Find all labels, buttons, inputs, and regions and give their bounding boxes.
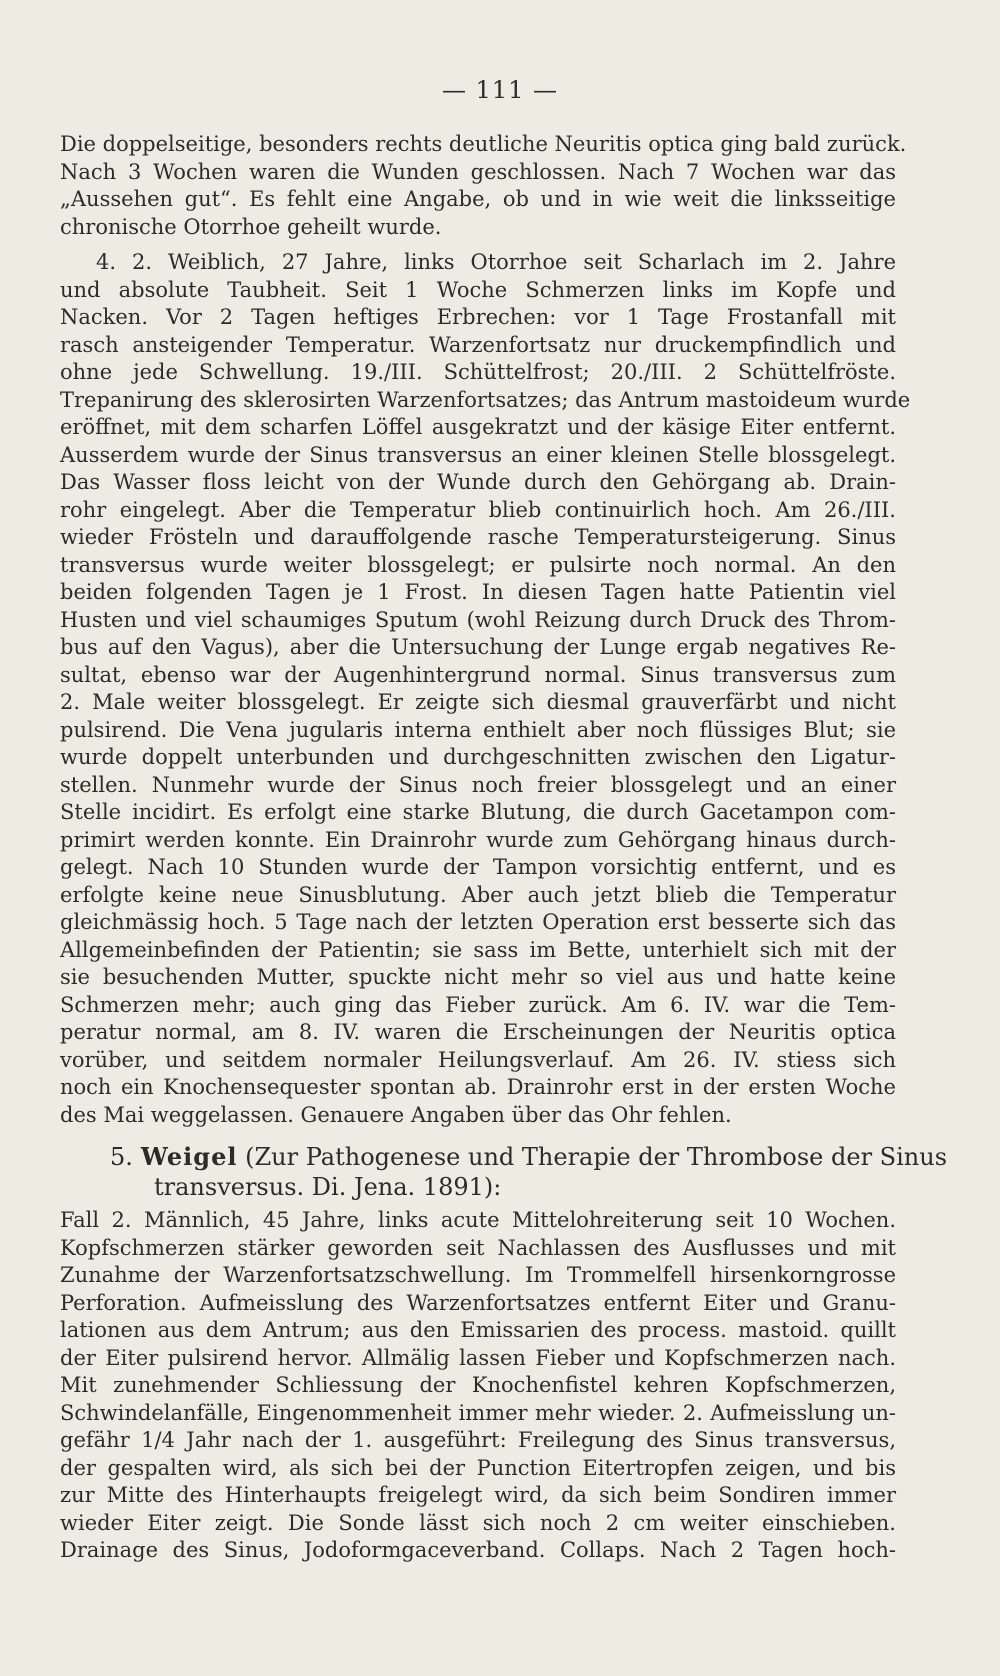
text-line: Zunahme der Warzenfortsatzschwellung. Im Trommelfell hirsenkorngrosse [60, 1263, 896, 1287]
section-author: Weigel [140, 1142, 238, 1171]
page-number: — 111 — [441, 76, 559, 104]
section-title-part-1: (Zur Pathogenese und Therapie der Thrombose der Sinus [245, 1143, 948, 1171]
text-line: Fall 2. Männlich, 45 Jahre, links acute Mittelohreiterung seit 10 Wochen. [60, 1208, 896, 1232]
text-line: Schmerzen mehr; auch ging das Fieber zurück. Am 6. IV. war die Tem- [60, 992, 896, 1017]
text-line: wieder Eiter zeigt. Die Sonde lässt sich noch 2 cm weiter einschieben. [60, 1510, 896, 1535]
text-line: des Mai weggelassen. Genauere Angaben über das Ohr fehlen. [60, 1102, 732, 1127]
text-line: lationen aus dem Antrum; aus den Emissarien des process. mastoid. quillt [60, 1318, 896, 1342]
text-line: Drainage des Sinus, Jodoformgaceverband. Collaps. Nach 2 Tagen hoch- [60, 1538, 896, 1562]
body-text-case-2 [60, 1207, 896, 1565]
text-line: Perforation. Aufmeisslung des Warzenfortsatzes entfernt Eiter und Granu- [60, 1290, 896, 1315]
section-number: 5. [110, 1143, 133, 1171]
text-line: Trepanirung des sklerosirten Warzenfortsatzes; das Antrum mastoideum wurde [60, 387, 911, 412]
text-line: zur Mitte des Hinterhaupts freigelegt wird, da sich beim Sondiren immer [60, 1483, 896, 1507]
text-line: Stelle incidirt. Es erfolgt eine starke Blutung, die durch Gacetampon com- [60, 800, 896, 824]
text-line: beiden folgenden Tagen je 1 Frost. In diesen Tagen hatte Patientin viel [60, 580, 896, 604]
paragraph-case-4 [60, 249, 911, 1129]
text-line: chronische Otorrhoe geheilt wurde. [60, 214, 442, 239]
section-heading-line-1 [110, 1142, 948, 1172]
text-line: wurde doppelt unterbunden und durchgeschnitten zwischen den Ligatur- [60, 745, 896, 769]
text-line: wieder Frösteln und darauffolgende rasche Temperatursteigerung. Sinus [60, 525, 896, 549]
text-line: 2. Male weiter blossgelegt. Er zeigte sich diesmal grauverfärbt und nicht [60, 690, 896, 714]
paragraph-continuation [60, 131, 907, 241]
text-line: Mit zunehmender Schliessung der Knochenfistel kehren Kopfschmerzen, [60, 1373, 896, 1397]
text-line: gefähr 1/4 Jahr nach der 1. ausgeführt: Freilegung des Sinus transversus, [60, 1428, 896, 1452]
text-line: Nach 3 Wochen waren die Wunden geschlossen. Nach 7 Wochen war das [60, 159, 896, 184]
text-line: primirt werden konnte. Ein Drainrohr wurde zum Gehörgang hinaus durch- [60, 827, 896, 852]
section-heading [110, 1142, 948, 1202]
text-line: bus auf den Vagus), aber die Untersuchung der Lunge ergab negatives Re- [60, 635, 896, 659]
text-line: der gespalten wird, als sich bei der Punction Eitertropfen zeigen, und bis [60, 1455, 896, 1480]
text-line: rohr eingelegt. Aber die Temperatur blieb continuirlich hoch. Am 26./III. [60, 497, 896, 522]
section-title-part-2: transversus. Di. Jena. 1891): [154, 1173, 502, 1201]
text-line: Die doppelseitige, besonders rechts deutliche Neuritis optica ging bald zurück. [60, 132, 907, 156]
text-line: transversus wurde weiter blossgelegt; er pulsirte noch normal. An den [60, 552, 896, 577]
text-line: vorüber, und seitdem normaler Heilungsverlauf. Am 26. IV. stiess sich [60, 1047, 896, 1072]
text-line: Das Wasser floss leicht von der Wunde durch den Gehörgang ab. Drain- [60, 470, 896, 494]
text-line: und absolute Taubheit. Seit 1 Woche Schmerzen links im Kopfe und [60, 277, 896, 302]
text-line: sie besuchenden Mutter, spuckte nicht mehr so viel aus und hatte keine [60, 965, 896, 989]
text-line: der Eiter pulsirend hervor. Allmälig lassen Fieber und Kopfschmerzen nach. [60, 1345, 896, 1370]
body-text-top [60, 131, 911, 1129]
text-line: eröffnet, mit dem scharfen Löffel ausgekratzt und der käsige Eiter entfernt. [60, 415, 896, 439]
text-line: „Aussehen gut“. Es fehlt eine Angabe, ob und in wie weit die linksseitige [60, 187, 896, 211]
text-line: gleichmässig hoch. 5 Tage nach der letzten Operation erst besserte sich das [60, 910, 896, 934]
text-line: sultat, ebenso war der Augenhintergrund normal. Sinus transversus zum [60, 662, 896, 687]
text-line: gelegt. Nach 10 Stunden wurde der Tampon vorsichtig entfernt, und es [60, 855, 896, 879]
text-line: Kopfschmerzen stärker geworden seit Nachlassen des Ausflusses und mit [60, 1235, 896, 1260]
text-line: ohne jede Schwellung. 19./III. Schüttelfrost; 20./III. 2 Schüttelfröste. [60, 360, 896, 384]
text-line: erfolgte keine neue Sinusblutung. Aber auch jetzt blieb die Temperatur [60, 882, 896, 907]
text-line: peratur normal, am 8. IV. waren die Erscheinungen der Neuritis optica [60, 1020, 896, 1044]
text-line: 4. 2. Weiblich, 27 Jahre, links Otorrhoe seit Scharlach im 2. Jahre [96, 250, 896, 274]
text-line: Schwindelanfälle, Eingenommenheit immer mehr wieder. 2. Aufmeisslung un- [60, 1400, 896, 1425]
text-line: pulsirend. Die Vena jugularis interna enthielt aber noch flüssiges Blut; sie [60, 717, 896, 742]
text-line: Allgemeinbefinden der Patientin; sie sass im Bette, unterhielt sich mit der [60, 937, 896, 962]
text-line: stellen. Nunmehr wurde der Sinus noch freier blossgelegt und an einer [60, 772, 896, 797]
text-line: Ausserdem wurde der Sinus transversus an einer kleinen Stelle blossgelegt. [60, 442, 896, 467]
text-line: Nacken. Vor 2 Tagen heftiges Erbrechen: vor 1 Tage Frostanfall mit [60, 305, 896, 329]
text-line: Husten und viel schaumiges Sputum (wohl Reizung durch Druck des Throm- [60, 607, 896, 632]
text-line: rasch ansteigender Temperatur. Warzenfortsatz nur druckempfindlich und [60, 332, 896, 357]
text-line: noch ein Knochensequester spontan ab. Drainrohr erst in der ersten Woche [60, 1075, 896, 1099]
